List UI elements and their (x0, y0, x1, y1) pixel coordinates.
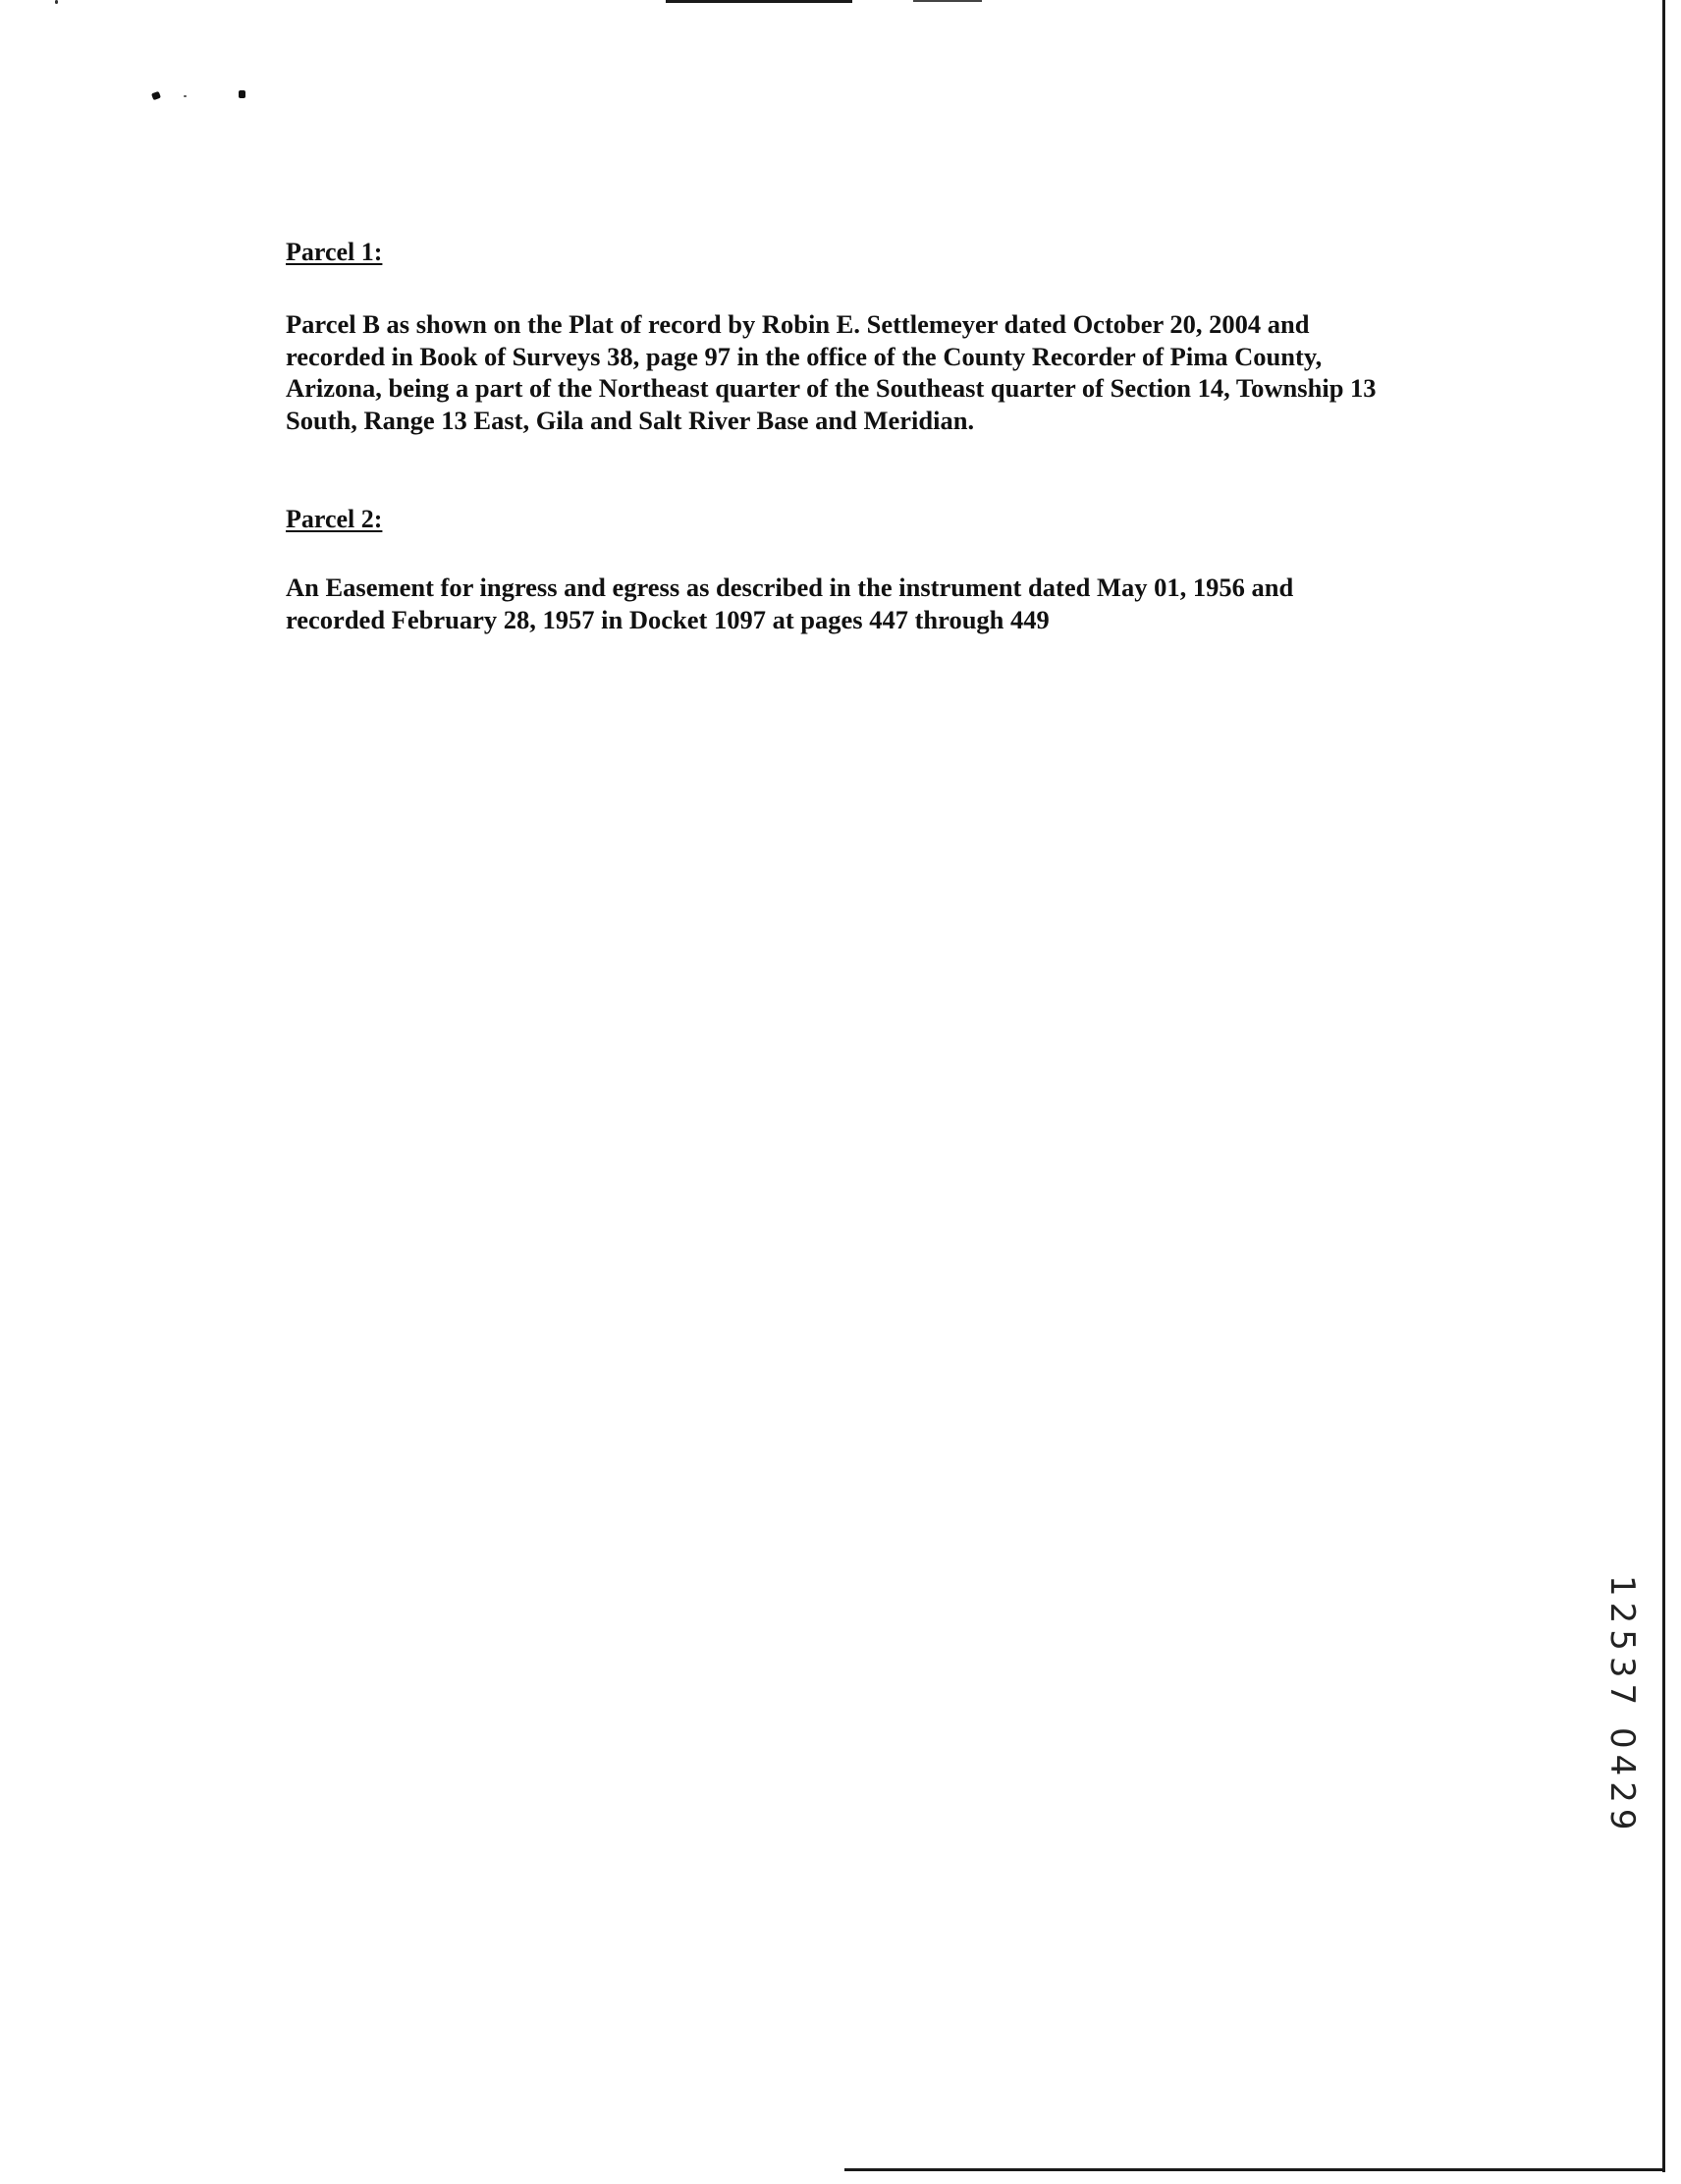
scan-speck (55, 0, 58, 4)
recording-number-stamp (1602, 1575, 1642, 1850)
scan-speck (151, 91, 161, 100)
scan-artifact-top-line (666, 0, 852, 3)
scan-artifact-right-edge (1662, 0, 1665, 2172)
parcel-2-description: An Easement for ingress and egress as described in the instrument dated May 01, 1956 and recorded February 28, 1957 in Docket 1097 at pages 447 through 449 (286, 573, 1294, 634)
parcel-1-heading: Parcel 1: (286, 238, 383, 266)
scan-artifact-bottom-edge (844, 2168, 1665, 2171)
parcel-1-description: Parcel B as shown on the Plat of record by Robin E. Settlemeyer dated October 20, 2004 and recorded in Book of Surveys 38, page 97 in the office of the County Recorder of Pima County, Arizona, being a part of the Northeast quarter of the Southeast quarter of Section 14, Township 13 South, Range 13 East, Gila and Salt River Base and Meridian. (286, 309, 1377, 435)
legal-description (286, 236, 1395, 635)
scan-speck (184, 95, 187, 97)
scan-artifact-top-line-2 (913, 0, 982, 2)
recording-number: 12537 0429 (1602, 1575, 1642, 1836)
scan-speck (239, 90, 245, 98)
parcel-2-heading: Parcel 2: (286, 505, 383, 533)
